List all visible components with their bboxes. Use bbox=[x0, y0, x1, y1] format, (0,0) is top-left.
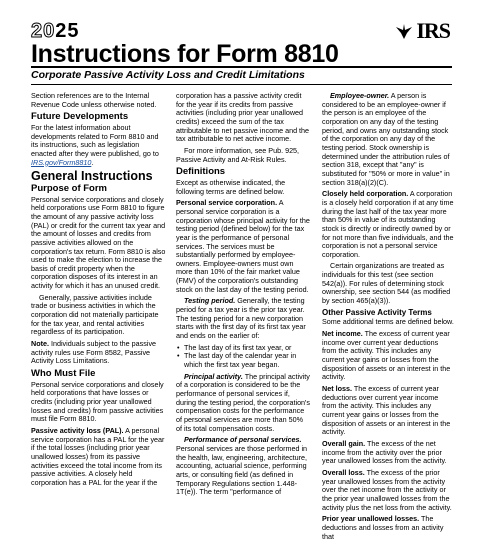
eagle-icon bbox=[394, 21, 414, 41]
heading-purpose-of-form: Purpose of Form bbox=[31, 182, 108, 194]
column-2 bbox=[176, 92, 311, 500]
overall-gain-term: Overall gain. bbox=[322, 438, 366, 448]
form-link[interactable]: IRS.gov/Form8810 bbox=[31, 157, 92, 167]
credit-continuation-text: corporation has a passive activity credit for the year if its credits from passive activities (including prior year unallowed credits) exceed the sum of the tax attributable to net passive income and the tax attributable to net active income. bbox=[176, 91, 310, 144]
psc-paragraph: Personal service corporation. A personal service corporation is a corporation whose principal activity for the testing period (defined below) for the tax year is the performance of personal services. The services must be substantially performed by employee-owners. Employee-owners must own more than 10% of the fair market value (FMV) of the corporation's outstanding stock on the last day of the testing period. bbox=[176, 198, 310, 294]
irs-logo bbox=[394, 18, 450, 44]
heading-future-developments: Future Developments bbox=[31, 111, 129, 123]
net-loss-term: Net loss. bbox=[322, 384, 352, 393]
page-subtitle: Corporate Passive Activity Loss and Credit Limitations bbox=[31, 69, 305, 81]
heading-general-instructions: General Instructions bbox=[31, 169, 153, 184]
employee-owner-term: Employee-owner. bbox=[330, 91, 390, 100]
column-3 bbox=[322, 92, 454, 544]
net-income-term: Net income. bbox=[322, 329, 363, 339]
year-solid-digits: 25 bbox=[55, 20, 80, 42]
definitions-intro: Except as otherwise indicated, the following terms are defined below. bbox=[176, 177, 286, 196]
pal-term: Passive activity loss (PAL). bbox=[31, 425, 124, 435]
generally-text: Generally, passive activities include trade or business activities in which the corporation did not materially participate for the tax year, and rental activities regardless of its participation. bbox=[31, 292, 159, 337]
overall-gain-paragraph: Overall gain. The excess of the net income from the activity over the prior year unallowed losses from the activity. bbox=[322, 438, 447, 466]
personal-services-paragraph: Performance of personal services. Personal services are those performed in the health, law, engineering, architecture, accounting, actuarial science, performing arts, or consulting field (as defined in Temporary Regulations section 1.448-1T(e)). The term "performance of bbox=[176, 435, 308, 497]
note-label: Note. bbox=[31, 339, 49, 349]
certain-organizations-text: Certain organizations are treated as individuals for this test (see section 542(a)). For rules of determining stock ownership, see section 544 (as modified by section 465(a)(3)). bbox=[322, 261, 451, 306]
note-paragraph: Note. Individuals subject to the passive activity rules use Form 8582, Passive Activity Loss Limitations. bbox=[31, 339, 157, 366]
irs-logo-text: IRS bbox=[416, 18, 450, 43]
net-income-paragraph: Net income. The excess of current year income over current year deductions from the activity. This includes any current year gains or losses from the disposition of assets or an interest in the activity. bbox=[322, 329, 451, 382]
closely-held-term: Closely held corporation. bbox=[322, 189, 409, 199]
testing-period-list bbox=[176, 344, 311, 370]
heading-who-must-file: Who Must File bbox=[31, 368, 96, 380]
principal-activity-term: Principal activity. bbox=[184, 371, 243, 381]
net-loss-paragraph: Net loss. The excess of current year deductions over current year income from the activity. This includes any current year gains or losses from the disposition of assets or an interest in the activity. bbox=[322, 384, 451, 437]
closely-held-paragraph: Closely held corporation. A corporation is a closely held corporation if at any time during the last half of the tax year more than 50% in value of its outstanding stock is directly or indirectly owned by or for not more than five individuals, and the corporation is not a personal service corporation. bbox=[322, 189, 454, 259]
subtitle-rule bbox=[31, 84, 452, 85]
pal-paragraph: Passive activity loss (PAL). A personal service corporation has a PAL for the year if the total losses (including prior year unallowed losses) from its passive activities exceed the total income from its passive activities. A closely held corporation has a PAL for the year if the bbox=[31, 425, 165, 487]
personal-services-term: Performance of personal services. bbox=[184, 435, 302, 445]
intro-text: Section references are to the Internal Revenue Code unless otherwise noted. bbox=[31, 91, 157, 109]
testing-period-term: Testing period. bbox=[184, 296, 236, 306]
page-title: Instructions for Form 8810 bbox=[31, 40, 339, 68]
year-outline-digits: 20 bbox=[31, 20, 56, 42]
list-item: • The last day of its first tax year, or bbox=[184, 344, 311, 353]
heading-other-terms: Other Passive Activity Terms bbox=[322, 307, 432, 317]
purpose-text: Personal service corporations and closely held corporations use Form 8810 to figure the amount of any passive activity loss (PAL) or credit for the current tax year and the amount of losses and credits from passive activities allowed on the corporation's tax return. Form 8810 is also used to make the election to increase the basis of credit property when the corporation disposes of its interest in an activity for which it has an unused credit. bbox=[31, 194, 166, 291]
column-1 bbox=[31, 92, 166, 491]
overall-loss-term: Overall loss. bbox=[322, 467, 365, 477]
psc-term: Personal service corporation. bbox=[176, 198, 278, 208]
other-terms-intro: Some additional terms are defined below. bbox=[322, 317, 454, 327]
testing-period-paragraph: Testing period. Generally, the testing period for a tax year is the prior tax year. The testing period for a new corporation starts with the first day of its first tax year and ends on the earlier of: bbox=[176, 296, 306, 341]
who-must-file-text: Personal service corporations and closely held corporations that have losses or credits (including prior year unallowed losses and credits) from passive activities must file Form 8810. bbox=[31, 379, 164, 424]
prior-year-term: Prior year unallowed losses. bbox=[322, 514, 420, 524]
list-item: • The last day of the calendar year in which the first tax year began. bbox=[184, 352, 311, 369]
more-info-text: For more information, see Pub. 925, Passive Activity and At-Risk Rules. bbox=[176, 145, 300, 164]
principal-activity-paragraph: Principal activity. The principal activity of a corporation is considered to be the performance of personal services if, during the testing period, the corporation's compensation costs for the performance of personal services are more than 50% of its total compensation costs. bbox=[176, 371, 311, 433]
employee-owner-paragraph: Employee-owner. A person is considered to be an employee-owner if the person is an employee of the corporation on any day of the testing period, and owns any outstanding stock of the corporation on any day of the testing period. Stock ownership is determined under the attribution rules of section 318, except that "any" is substituted for "50% or more in value" in section 318(a)(2)(C). bbox=[322, 91, 450, 187]
heading-definitions: Definitions bbox=[176, 166, 226, 178]
prior-year-paragraph: Prior year unallowed losses. The deductions and losses from an activity that bbox=[322, 514, 444, 541]
future-developments-text: For the latest information about developments related to Form 8810 and its instructions, such as legislation enacted after they were published, go to IRS.gov/Form8810. bbox=[31, 122, 159, 167]
title-rule bbox=[31, 66, 452, 68]
overall-loss-paragraph: Overall loss. The excess of the prior year unallowed losses from the activity over the net income from the activity or the prior year unallowed losses from the activity plus the net loss from the activity. bbox=[322, 467, 452, 512]
